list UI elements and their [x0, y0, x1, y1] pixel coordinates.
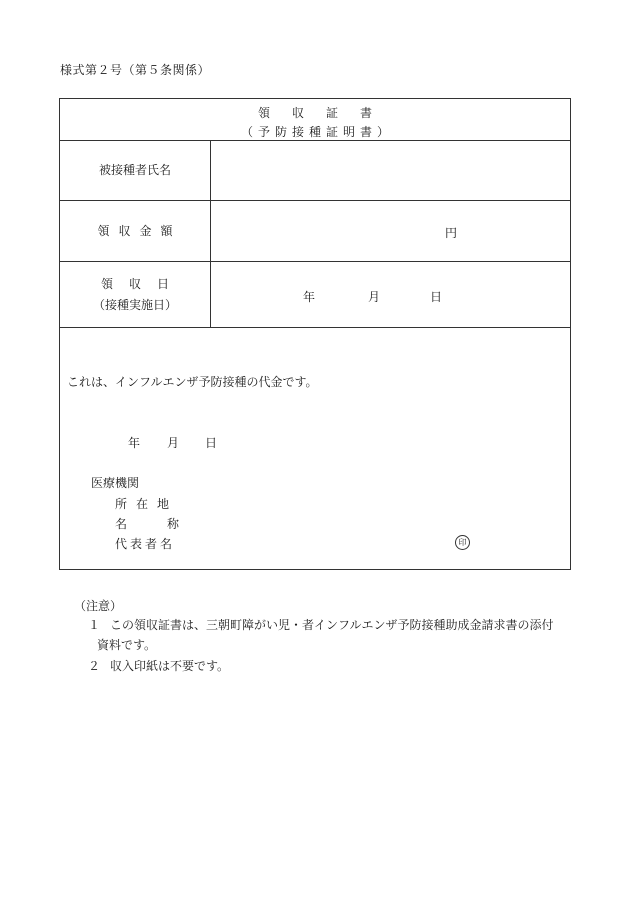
- note-2-text: 収入印紙は不要です。: [110, 659, 230, 673]
- amount-label: [60, 201, 211, 261]
- date-year-label: 年: [303, 290, 316, 304]
- issue-month-label: 月: [167, 436, 180, 450]
- note-1-number: １: [88, 618, 101, 632]
- notes-title: （注意）: [74, 599, 123, 613]
- receipt-form: [59, 98, 571, 570]
- form-number: 様式第２号（第５条関係）: [60, 63, 211, 77]
- issue-year-label: 年: [128, 436, 141, 450]
- seal-mark: 印: [455, 535, 470, 550]
- form-subtitle: （予防接種証明書）: [240, 125, 394, 139]
- institution-representative-label: 代表者名: [115, 537, 176, 551]
- note-1-text: この領収証書は、三朝町障がい児・者インフルエンザ予防接種助成金請求書の添付: [110, 618, 554, 632]
- date-day-label: 日: [430, 290, 443, 304]
- statement-text: これは、インフルエンザ予防接種の代金です。: [67, 375, 318, 389]
- recipient-name-label: [60, 141, 211, 200]
- recipient-name-label-text: 被接種者氏名: [98, 163, 171, 177]
- issue-day-label: 日: [205, 436, 218, 450]
- amount-field[interactable]: [211, 201, 570, 261]
- institution-address-label: 所在地: [115, 497, 179, 511]
- receipt-date-row: [60, 262, 570, 328]
- receipt-date-label-text: 領収日: [100, 276, 185, 291]
- note-2-number: ２: [88, 659, 101, 673]
- receipt-date-field[interactable]: [211, 262, 570, 327]
- vaccination-date-label-text: （接種実施日）: [92, 297, 177, 312]
- note-1-continuation: 資料です。: [97, 638, 157, 652]
- title-area: [60, 99, 570, 141]
- recipient-name-row: [60, 141, 570, 201]
- date-month-label: 月: [368, 290, 381, 304]
- receipt-date-label: [60, 262, 211, 327]
- institution-heading: 医療機関: [91, 476, 140, 490]
- yen-unit: 円: [445, 226, 458, 240]
- form-title: 領収証書: [257, 106, 394, 120]
- institution-name-label: 名称: [115, 517, 220, 531]
- amount-label-text: 領収金額: [97, 223, 182, 238]
- amount-row: [60, 201, 570, 262]
- recipient-name-field[interactable]: [211, 141, 570, 200]
